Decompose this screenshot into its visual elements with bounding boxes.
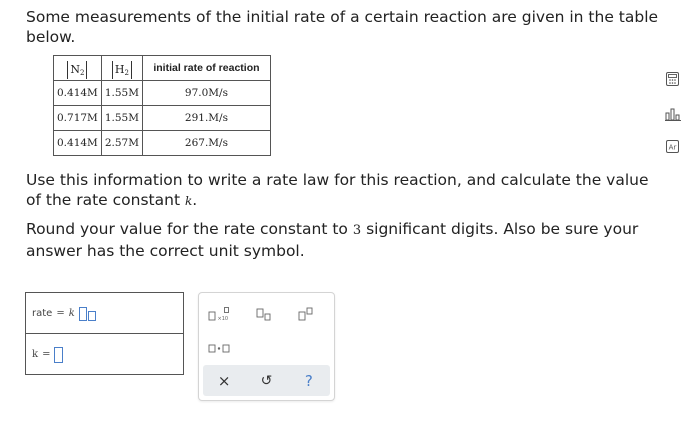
intro-text: Some measurements of the initial rate of a certain reaction are given in the table below.: [26, 8, 659, 46]
rate-constant-symbol: k: [184, 194, 193, 208]
cell-rate: 97.0M/s: [142, 81, 270, 106]
palette-footer: [203, 365, 330, 396]
data-table: [53, 55, 271, 156]
svg-text:Ar: Ar: [668, 143, 676, 151]
math-palette: [198, 292, 335, 401]
cell-rate: 291.M/s: [142, 106, 270, 131]
table-row: [54, 106, 271, 131]
multiply-dot-button[interactable]: [207, 339, 231, 359]
cell-n2: 0.414M: [54, 131, 102, 156]
table-row: [54, 81, 271, 106]
rate-label: rate: [32, 307, 53, 319]
k-value-input[interactable]: [54, 347, 63, 363]
sci-notation-button[interactable]: [207, 305, 231, 325]
chart-icon[interactable]: [665, 107, 681, 121]
clear-button[interactable]: ×: [217, 371, 231, 390]
rate-law-row: rate = k: [26, 293, 183, 334]
sig-digits-value: 3: [352, 223, 362, 238]
periodic-table-icon[interactable]: [665, 139, 679, 153]
undo-button[interactable]: ↺: [260, 372, 273, 389]
calculator-icon[interactable]: [665, 72, 679, 86]
cell-n2: 0.717M: [54, 106, 102, 131]
instruction-rounding: Round your value for the rate constant to 3 significant digits. Also be sure your answer has the correct unit symbol.: [26, 220, 639, 260]
k-var: k: [68, 307, 75, 319]
cell-h2: 2.57M: [101, 131, 142, 156]
instruction-rate-law: Use this information to write a rate law for this reaction, and calculate the value of the rate constant k.: [26, 171, 649, 209]
k-value-row: k =: [26, 334, 183, 375]
cell-h2: 1.55M: [101, 106, 142, 131]
header-h2: $H_2$: [101, 56, 142, 81]
cell-rate: 267.M/s: [142, 131, 270, 156]
help-button[interactable]: ?: [304, 371, 313, 390]
table-row: [54, 131, 271, 156]
cell-h2: 1.55M: [101, 81, 142, 106]
k-label: k: [32, 349, 39, 360]
answer-box: [25, 292, 184, 375]
table-header-row: [54, 56, 271, 81]
cell-n2: 0.414M: [54, 81, 102, 106]
svg-text:×10: ×10: [217, 316, 229, 322]
header-rate: initial rate of reaction: [142, 56, 270, 81]
header-n2: $N_2$: [54, 56, 102, 81]
rate-law-input[interactable]: [79, 306, 96, 321]
superscript-button[interactable]: [294, 305, 318, 325]
subscript-button[interactable]: [252, 305, 276, 325]
